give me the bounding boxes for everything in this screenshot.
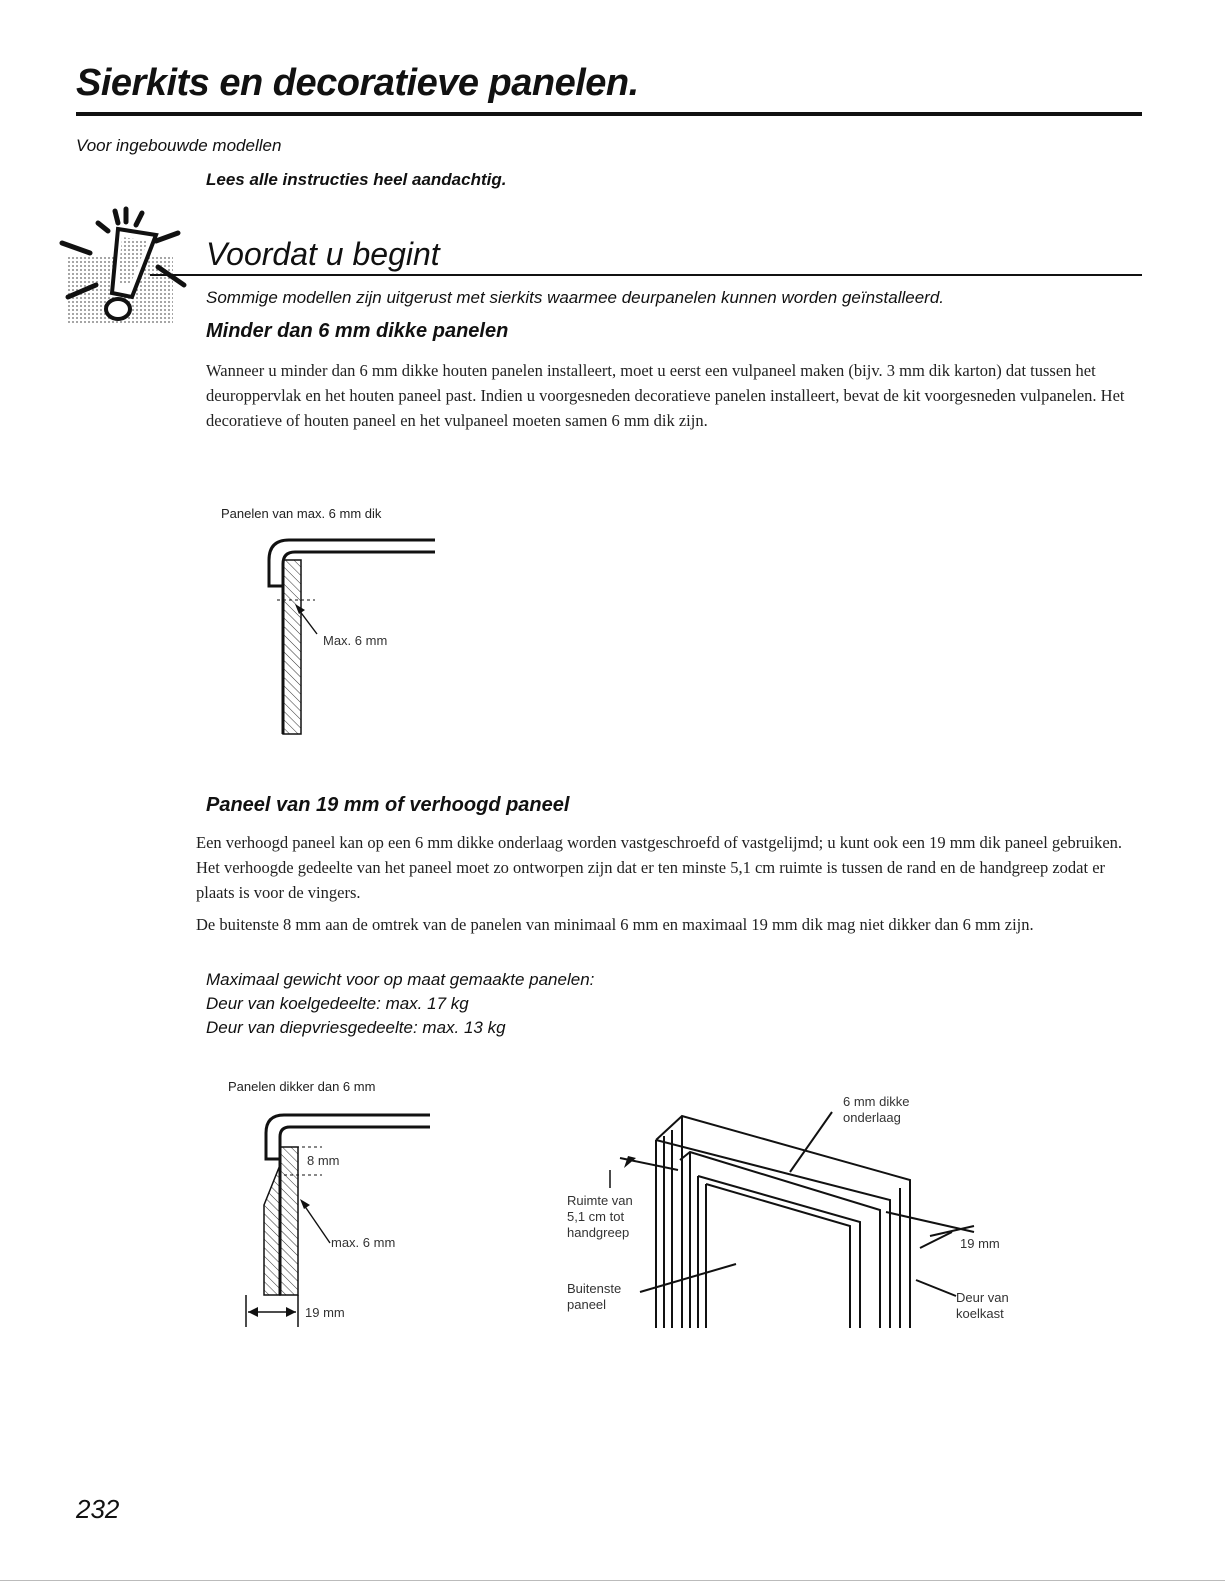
figure2-max-label: max. 6 mm xyxy=(331,1235,396,1250)
read-all-notice: Lees alle instructies heel aandachtig. xyxy=(206,170,507,189)
bottom-rule xyxy=(0,1580,1225,1581)
title-rule xyxy=(76,112,1142,116)
page-subtitle: Voor ingebouwde modellen xyxy=(76,136,282,155)
page-number: 232 xyxy=(76,1494,120,1524)
figure3-door-label: Deur van koelkast xyxy=(956,1290,1009,1321)
section-intro: Sommige modellen zijn uitgerust met sierkits waarmee deurpanelen kunnen worden geïnstalleerd. xyxy=(206,288,945,307)
max-weight-notes xyxy=(206,968,594,1040)
section-rule xyxy=(150,274,1142,276)
figure2-8mm-label: 8 mm xyxy=(307,1153,340,1168)
figure1-max-label: Max. 6 mm xyxy=(323,633,388,648)
max-weight-title: Maximaal gewicht voor op maat gemaakte panelen: xyxy=(206,970,595,989)
max-weight-fridge: Deur van koelgedeelte: max. 17 kg xyxy=(206,994,469,1013)
figure3-space-label: Ruimte van 5,1 cm tot handgreep xyxy=(567,1193,633,1240)
caution-exclamation-icon xyxy=(60,205,185,330)
thick-panels-heading: Paneel van 19 mm of verhoogd paneel xyxy=(206,794,570,816)
max-weight-freezer: Deur van diepvriesgedeelte: max. 13 kg xyxy=(206,1018,506,1037)
thin-panels-paragraph: Wanneer u minder dan 6 mm dikke houten panelen installeert, moet u eerst een vulpaneel maken (bijv. 3 mm dik karton) dat tussen het deuroppervlak en het houten paneel past. Indien u voorgesneden decoratieve panelen installeert, bevat de kit voorgesneden vulpanelen. Het decoratieve of houten paneel en het vulpaneel moeten samen 6 mm dik zijn. xyxy=(206,361,1125,430)
figure2-19mm-label: 19 mm xyxy=(305,1305,345,1320)
figure3-19mm-label: 19 mm xyxy=(960,1236,1000,1251)
thin-panels-heading: Minder dan 6 mm dikke panelen xyxy=(206,320,509,342)
thick-panel-diagram xyxy=(240,1105,440,1335)
section-heading: Voordat u begint xyxy=(206,236,440,272)
thick-panels-paragraph-2: De buitenste 8 mm aan de omtrek van de panelen van minimaal 6 mm en maximaal 19 mm dik mag niet dikker dan 6 mm zijn. xyxy=(196,915,1034,934)
figure1-caption: Panelen van max. 6 mm dik xyxy=(221,506,382,521)
figure2-caption: Panelen dikker dan 6 mm xyxy=(228,1079,376,1094)
figure3-outer-panel-label: Buitenste paneel xyxy=(567,1281,622,1312)
thick-panels-paragraph-1: Een verhoogd paneel kan op een 6 mm dikke onderlaag worden vastgeschroefd of vastgelijmd; u kunt ook een 19 mm dik paneel gebruiken. Het verhoogde gedeelte van het paneel moet zo ontworpen zijn dat er ten minste 5,1 cm ruimte is tussen de rand en de handgreep zodat er plaats is voor de vingers. xyxy=(196,833,1123,902)
figure3-underlay-label: 6 mm dikke onderlaag xyxy=(843,1094,910,1125)
page-title: Sierkits en decoratieve panelen. xyxy=(76,62,639,104)
